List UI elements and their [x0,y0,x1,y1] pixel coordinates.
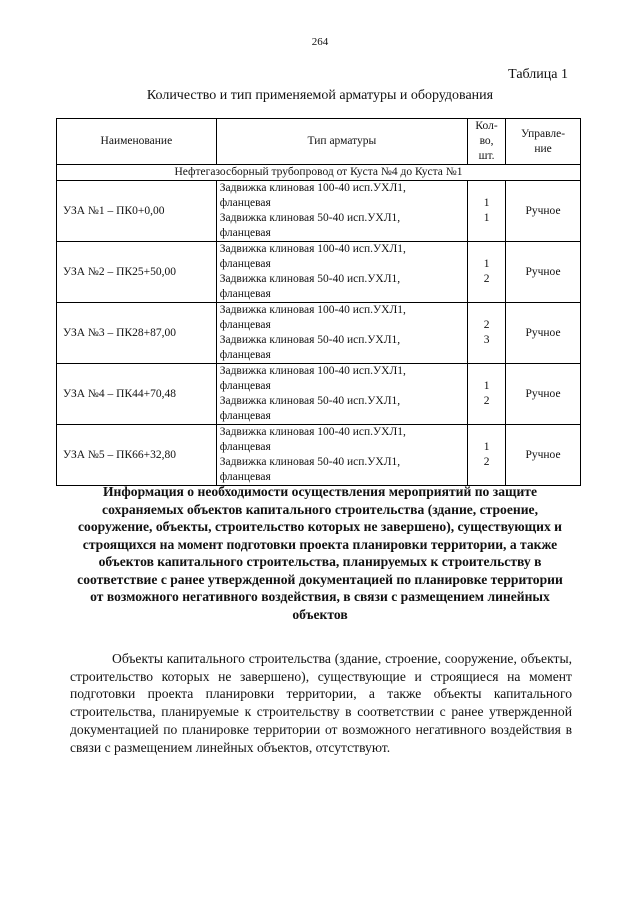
type2-line1: Задвижка клиновая 50-40 исп.УХЛ1, [219,273,401,285]
row-type [216,425,467,486]
row-control: Ручное [506,303,581,364]
type2-line1: Задвижка клиновая 50-40 исп.УХЛ1, [219,334,401,346]
type1-line2: фланцевая [219,197,271,209]
qty1: 1 [483,380,490,392]
type1-line1: Задвижка клиновая 100-40 исп.УХЛ1, [219,182,406,194]
type2-line1: Задвижка клиновая 50-40 исп.УХЛ1, [219,395,401,407]
row-type [216,181,467,242]
section-title-row [57,165,581,181]
table-row [57,364,581,425]
type1-line1: Задвижка клиновая 100-40 исп.УХЛ1, [219,304,406,316]
row-name: УЗА №5 – ПК66+32,80 [57,425,217,486]
qty2: 2 [483,395,490,407]
row-control: Ручное [506,425,581,486]
header-name: Наименование [57,119,217,165]
qty2: 1 [483,212,490,224]
qty1: 1 [483,441,490,453]
header-type: Тип арматуры [216,119,467,165]
header-control [506,119,581,165]
row-qty [468,364,506,425]
qty2: 2 [483,273,490,285]
header-qty [468,119,506,165]
type2-line2: фланцевая [219,349,271,361]
info-paragraph: Объекты капитального строительства (здание, строение, сооружение, объекты, строительство которых не завершено), существующие и строящиеся на момент подготовки проекта планировки территории, а также объекты капитального строительства, планируемые к строительству в соответствии с ранее утвержденной документацией по планировке территории от возможного негативного воздействия в связи с размещением линейных объектов, отсутствуют. [70,651,572,755]
qty1: 1 [483,197,490,209]
row-type [216,364,467,425]
page-number: 264 [311,36,329,48]
header-control-line2: ние [534,142,552,155]
row-control: Ручное [506,364,581,425]
row-name: УЗА №2 – ПК25+50,00 [57,242,217,303]
row-type [216,242,467,303]
row-qty [468,181,506,242]
type2-line1: Задвижка клиновая 50-40 исп.УХЛ1, [219,212,401,224]
qty1: 2 [483,319,490,331]
type1-line2: фланцевая [219,441,271,453]
row-qty [468,425,506,486]
type2-line2: фланцевая [219,410,271,422]
type1-line2: фланцевая [219,380,271,392]
row-control: Ручное [506,181,581,242]
row-name: УЗА №4 – ПК44+70,48 [57,364,217,425]
equipment-table [56,118,581,486]
type2-line1: Задвижка клиновая 50-40 исп.УХЛ1, [219,456,401,468]
type1-line1: Задвижка клиновая 100-40 исп.УХЛ1, [219,243,406,255]
qty2: 2 [483,456,490,468]
table-caption: Таблица 1 [508,67,568,82]
row-qty [468,242,506,303]
row-name: УЗА №3 – ПК28+87,00 [57,303,217,364]
type1-line2: фланцевая [219,319,271,331]
type1-line2: фланцевая [219,258,271,270]
row-type [216,303,467,364]
row-control: Ручное [506,242,581,303]
table-row [57,181,581,242]
row-name: УЗА №1 – ПК0+0,00 [57,181,217,242]
type1-line1: Задвижка клиновая 100-40 исп.УХЛ1, [219,426,406,438]
type2-line2: фланцевая [219,227,271,239]
type2-line2: фланцевая [219,471,271,483]
table-row [57,425,581,486]
header-control-line1: Управле- [520,127,566,140]
type1-line1: Задвижка клиновая 100-40 исп.УХЛ1, [219,365,406,377]
qty1: 1 [483,258,490,270]
type2-line2: фланцевая [219,288,271,300]
info-heading: Информация о необходимости осуществления мероприятий по защите сохраняемых объектов капитального строительства (здание, строение, сооружение, объекты, строительство которых не завершено), существующих и строящихся на момент подготовки проекта планировки территории, а также объектов капитального строительства, планируемых к строительству в соответствие с ранее утвержденной документацией по планировке территории от возможного негативного воздействия, в связи с размещением линейных объектов [77,484,563,622]
table-title: Количество и тип применяемой арматуры и оборудования [146,88,494,103]
header-qty-line2: шт. [478,150,495,162]
qty2: 3 [483,334,490,346]
table-row [57,303,581,364]
table-header-row [57,119,581,165]
header-qty-line1: Кол-во, [475,120,498,147]
row-qty [468,303,506,364]
section-title: Нефтегазосборный трубопровод от Куста №4 до Куста №1 [57,165,581,181]
table-row [57,242,581,303]
